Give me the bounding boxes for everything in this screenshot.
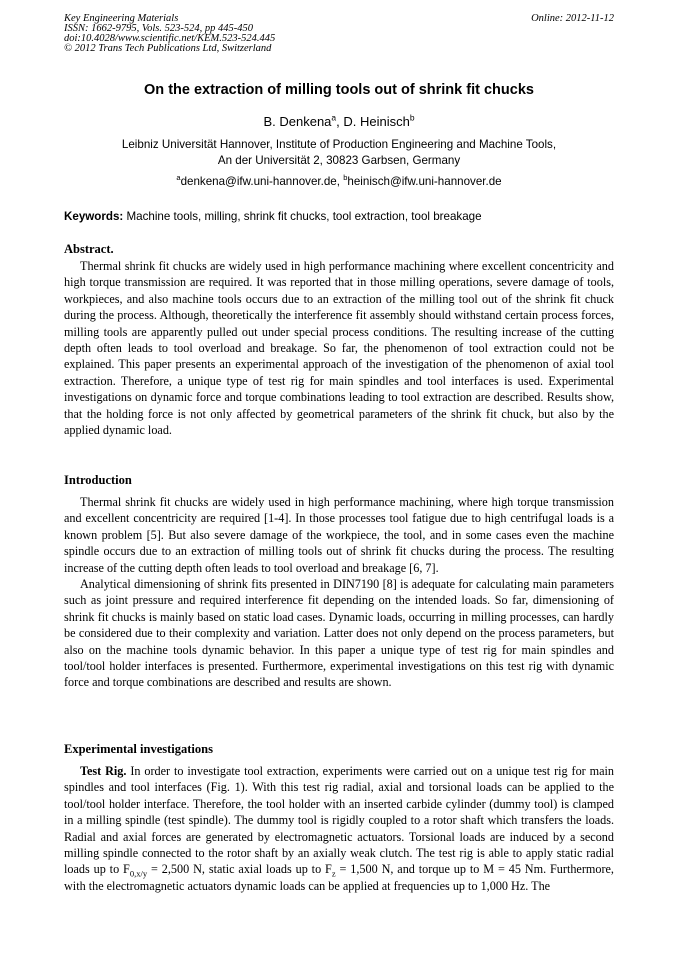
axial-force-subscript: z	[331, 868, 336, 879]
abstract-text: Thermal shrink fit chucks are widely used in high performance machining where excellent concentricity and high torque transmission are required. It was reported that in those milling operations, severe damage of tools, workpieces, and also machine tools occurs due to an extraction of the milling tool out of the shrink fit chuck during the process. Although, theoretically the interference fit assembly should withstand certain process forces, milling tools are apparently pulled out under special process conditions. The resulting increase of the cutting depth often leads to tool overload and breakage. So far, the phenomenon of tool extraction could not be explained. This paper presents an experimental approach of the investigation of the phenomenon of axial tool extraction. Therefore, a unique type of test rig for main spindles and tool interfaces is used. Experimental investigations on dynamic force and torque combinations leading to tool extraction are described. Results show, that the holding force is not only affected by geometrical parameters of the shrink fit chuck, but also by the applied dynamic load.	[64, 259, 614, 438]
email-denkena: denkena@ifw.uni-hannover.de	[180, 175, 337, 188]
test-rig-runin: Test Rig.	[80, 764, 127, 778]
keywords-label: Keywords:	[64, 210, 124, 223]
experimental-body	[64, 763, 614, 894]
author-separator: ,	[336, 114, 344, 129]
email-b-sup: b	[343, 173, 348, 183]
introduction-para-1: Thermal shrink fit chucks are widely used in high performance machining, where high torque transmission and excellent concentricity are required [1-4]. In those processes tool fatigue due to high centrifugal loads is a known problem [5]. But also severe damage of the workpiece, the tool, and in some cases even the machine spindle occurs due to an extraction of milling tools out of shrink fit chucks during the process. The resulting increase of the cutting depth often leads to tool overload and breakage [6, 7].	[64, 495, 614, 575]
email-heinisch: heinisch@ifw.uni-hannover.de	[347, 175, 502, 188]
keywords-text: Machine tools, milling, shrink fit chucks, tool extraction, tool breakage	[123, 210, 482, 223]
author-heinisch-sup: b	[409, 112, 415, 123]
test-rig-text-c: = 1,500 N, and torque up to M = 45 Nm. Furthermore, with the electromagnetic actuators dynamic loads can be applied at frequencies up to 1,000 Hz. The	[64, 862, 614, 893]
introduction-body	[64, 494, 614, 691]
test-rig-text-a: In order to investigate tool extraction, experiments were carried out on a unique test rig for main spindles and tool interfaces (Fig. 1). With this test rig radial, axial and torsional loads can be applied to the tool/tool holder interface. Therefore, the tool holder with an inserted carbide cylinder (dummy tool) is clamped in a milling spindle (test spindle). The dummy tool is rigidly coupled to a rotor shaft which transfers the loads. Radial and axial forces are generated by electromagnetic actuators. Torsional loads are induced by a second milling spindle connected to the rotor shaft by an axially weak clutch. The test rig is able to apply static radial loads up to F	[64, 764, 614, 877]
email-separator: ,	[336, 175, 344, 188]
introduction-heading: Introduction	[64, 473, 132, 487]
journal-header	[64, 14, 275, 54]
author-heinisch: D. Heinisch	[343, 114, 410, 129]
copyright-line: © 2012 Trans Tech Publications Ltd, Switzerland	[64, 43, 272, 54]
doi-line: doi:10.4028/www.scientific.net/KEM.523-524.445	[64, 33, 276, 44]
author-denkena-sup: a	[331, 112, 337, 123]
author-denkena: B. Denkena	[263, 114, 332, 129]
experimental-heading: Experimental investigations	[64, 742, 213, 756]
author-line	[64, 114, 614, 129]
introduction-para-2: Analytical dimensioning of shrink fits presented in DIN7190 [8] is adequate for calculating main parameters such as joint pressure and required interference fit depending on the intended loads. So far, dimensioning of shrink fit chucks is mainly based on static load cases. Dynamic loads, occurring in milling processes, can hardly be considered due to their complexity and variation. Latter does not only depend on the process parameters, but also on the machine tools dynamic behavior. In this paper a unique type of test rig for main spindles and tool/tool holder interfaces is presented. Furthermore, experimental investigations on this test rig with dynamic force and torque combinations are described and results are shown.	[64, 577, 614, 690]
test-rig-paragraph	[64, 763, 614, 894]
test-rig-text-b: = 2,500 N, static axial loads up to F	[147, 862, 332, 877]
paper-title: On the extraction of milling tools out of shrink fit chucks	[144, 82, 534, 98]
affiliation-line-2: An der Universität 2, 30823 Garbsen, Germany	[217, 154, 461, 167]
journal-name: Key Engineering Materials	[64, 13, 179, 24]
email-line	[64, 175, 614, 188]
affiliation	[64, 137, 614, 169]
affiliation-line-1: Leibniz Universität Hannover, Institute of Production Engineering and Machine Tools,	[121, 138, 557, 151]
email-a-sup: a	[176, 173, 181, 183]
issn-line: ISSN: 1662-9795, Vols. 523-524, pp 445-450	[64, 23, 253, 34]
abstract-heading: Abstract.	[64, 242, 114, 256]
online-date: Online: 2012-11-12	[531, 13, 614, 24]
abstract-body	[64, 258, 614, 438]
keywords	[64, 210, 614, 223]
radial-force-subscript: 0,x/y	[129, 868, 148, 879]
